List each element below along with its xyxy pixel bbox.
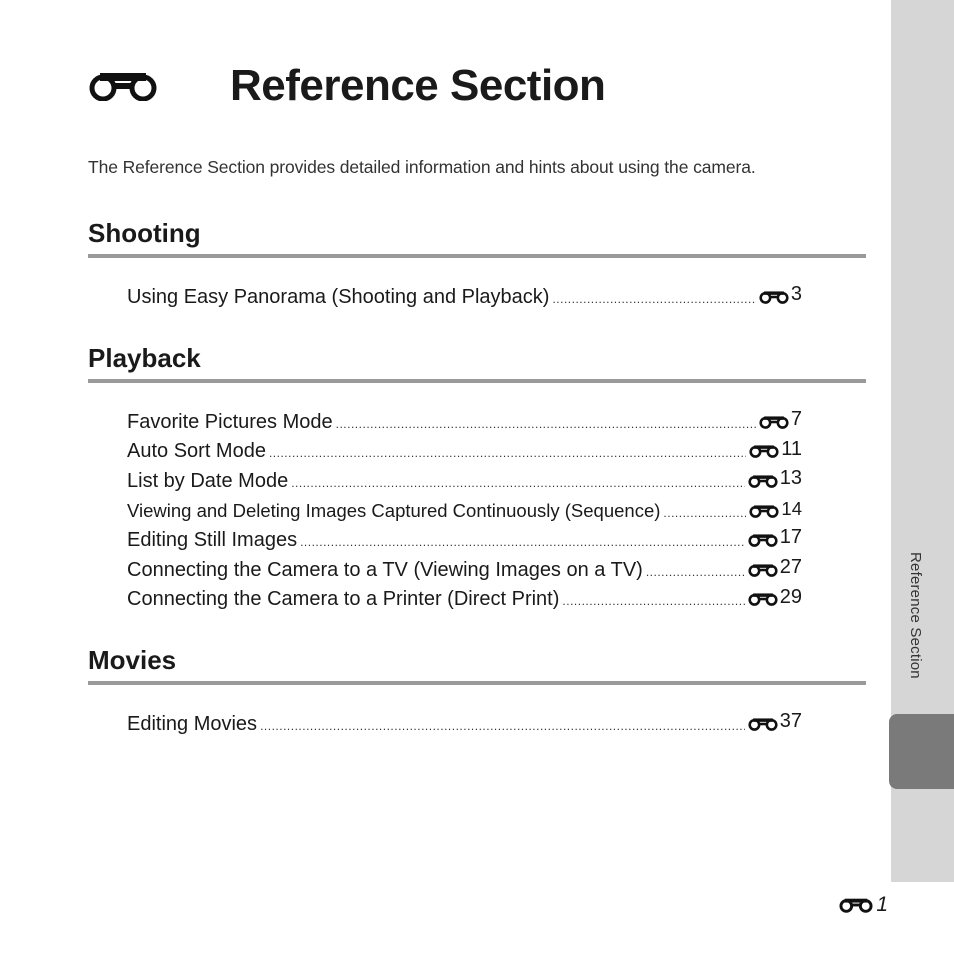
page-number — [839, 893, 888, 917]
binoculars-icon — [749, 503, 779, 519]
toc-entry-title: Viewing and Deleting Images Captured Continuously (Sequence) — [127, 499, 661, 521]
toc-entry-title: Connecting the Camera to a TV (Viewing Images on a TV) — [127, 558, 643, 581]
toc-page-number: 3 — [790, 283, 802, 305]
section-divider — [88, 254, 866, 258]
dot-leader — [260, 712, 745, 737]
section-movies — [88, 643, 866, 737]
toc-page-ref — [759, 405, 802, 435]
binoculars-icon — [749, 443, 779, 459]
toc-entry-title: Editing Still Images — [127, 529, 298, 552]
toc-entry[interactable] — [127, 464, 802, 494]
toc-entry[interactable] — [127, 494, 802, 524]
toc-entry-title: Connecting the Camera to a Printer (Direct Print) — [127, 588, 560, 611]
toc-page-number: 11 — [781, 437, 802, 460]
toc-page-ref — [759, 280, 802, 310]
dot-leader — [291, 469, 745, 494]
toc-page-number: 17 — [779, 526, 802, 549]
page-title: Reference Section — [230, 61, 606, 110]
toc-page-number: 14 — [781, 497, 802, 519]
toc-page-ref — [748, 583, 802, 613]
dot-leader — [269, 439, 746, 464]
dot-leader — [562, 587, 744, 612]
toc-entry[interactable] — [127, 280, 802, 310]
dot-leader — [552, 285, 755, 310]
section-heading: Shooting — [88, 218, 201, 248]
toc-entry[interactable] — [127, 523, 802, 553]
toc-list — [88, 280, 866, 310]
dot-leader — [663, 499, 746, 524]
toc-page-number: 13 — [779, 467, 802, 490]
toc-page-ref — [748, 707, 802, 737]
toc-entry-title: Using Easy Panorama (Shooting and Playback) — [127, 285, 550, 308]
binoculars-icon — [759, 289, 789, 305]
dot-leader — [300, 528, 745, 553]
toc-entry-title: List by Date Mode — [127, 469, 289, 492]
toc-page-ref — [749, 494, 802, 524]
binoculars-icon — [759, 414, 789, 430]
toc-list — [88, 707, 866, 737]
section-shooting — [88, 216, 866, 310]
dot-leader — [336, 410, 756, 435]
toc-page-number: 37 — [779, 710, 802, 732]
binoculars-icon — [88, 71, 158, 101]
toc-page-ref — [749, 435, 802, 465]
binoculars-icon — [748, 473, 778, 489]
toc-page-ref — [748, 553, 802, 583]
toc-entry[interactable] — [127, 707, 802, 737]
section-heading: Movies — [88, 645, 177, 675]
toc-entry[interactable] — [127, 405, 802, 435]
binoculars-icon — [748, 562, 778, 578]
toc-page-number: 29 — [779, 585, 802, 608]
title-row — [88, 56, 605, 116]
binoculars-icon — [748, 591, 778, 607]
dot-leader — [646, 558, 745, 583]
binoculars-icon — [748, 532, 778, 548]
toc-page-number: 27 — [779, 555, 802, 578]
side-section-label: Reference Section — [907, 552, 924, 679]
toc-entry-title: Auto Sort Mode — [127, 440, 266, 463]
section-playback — [88, 341, 866, 612]
toc-list — [88, 405, 866, 612]
toc-entry-title: Favorite Pictures Mode — [127, 410, 333, 433]
toc-entry[interactable] — [127, 583, 802, 613]
toc-page-ref — [748, 523, 802, 553]
toc-page-ref — [748, 464, 802, 494]
intro-text: The Reference Section provides detailed information and hints about using the camera. — [88, 157, 756, 177]
binoculars-icon — [839, 896, 873, 914]
section-heading: Playback — [88, 343, 201, 373]
section-tab — [889, 714, 954, 789]
toc-page-number: 7 — [790, 408, 802, 430]
toc-entry[interactable] — [127, 553, 802, 583]
section-divider — [88, 379, 866, 383]
binoculars-icon — [748, 716, 778, 732]
toc-entry-title: Editing Movies — [127, 712, 258, 735]
section-divider — [88, 681, 866, 685]
toc-entry[interactable] — [127, 435, 802, 465]
page-number-value: 1 — [876, 893, 888, 916]
